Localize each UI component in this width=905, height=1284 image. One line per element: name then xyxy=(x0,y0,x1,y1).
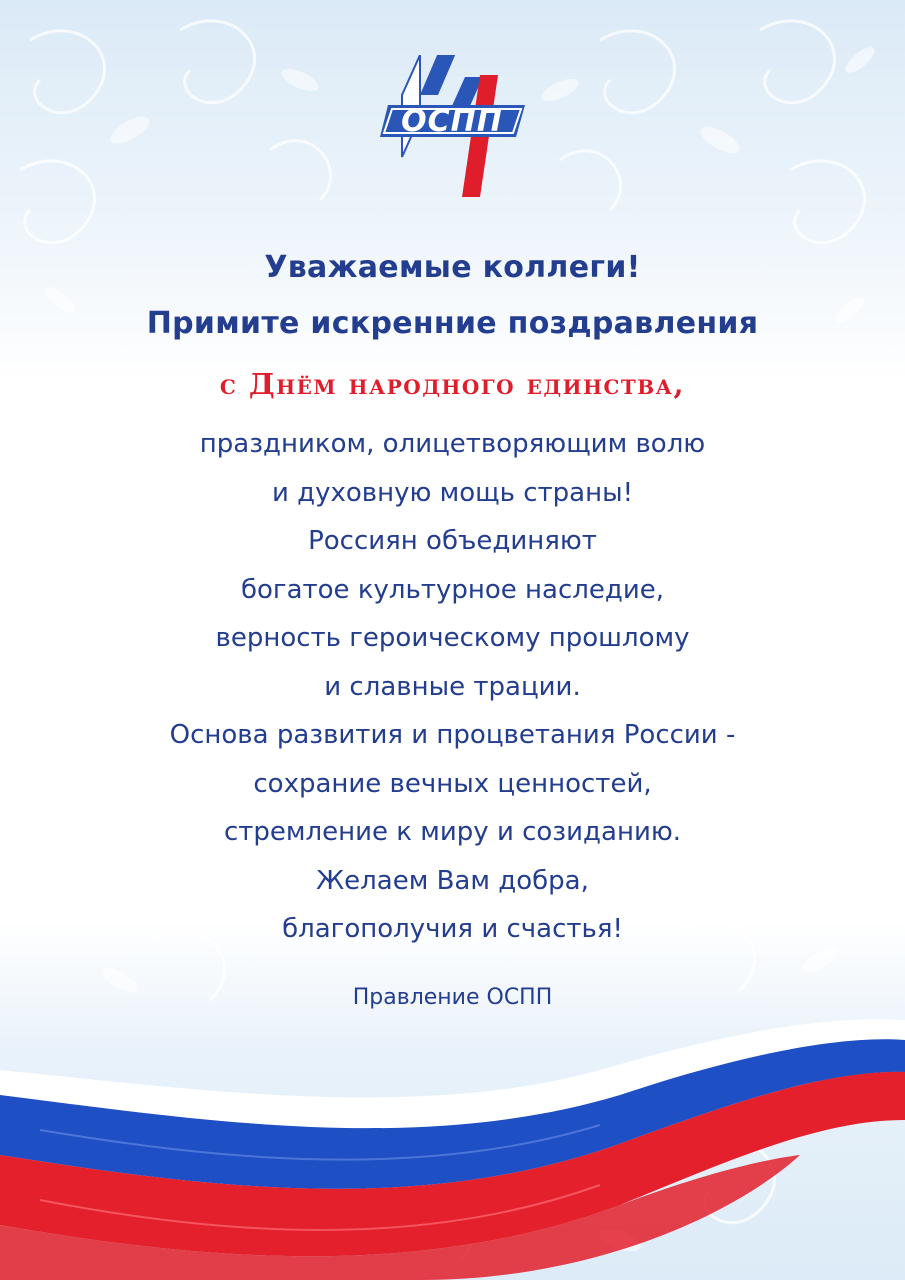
greeting-block xyxy=(0,240,905,954)
message-line: Россиян объединяют xyxy=(308,526,597,556)
message-line: и духовную мощь страны! xyxy=(271,477,634,508)
russian-flag-ribbon xyxy=(0,1010,905,1280)
message-line: стремление к миру и созиданию. xyxy=(223,817,681,847)
message-line: Основа развития и процветания России - xyxy=(169,720,736,750)
greeting-line-2: Примите искренние поздравления xyxy=(146,306,759,341)
logo-text: ОСПП xyxy=(401,104,503,139)
message-line: благополучия и счастья! xyxy=(282,914,623,944)
message-line: Желаем Вам добра, xyxy=(316,865,589,896)
signature: Правление ОСПП xyxy=(352,985,553,1010)
message-line: верность героическому прошлому xyxy=(215,623,690,653)
message-line: богатое культурное наследие, xyxy=(240,574,665,605)
ospp-logo xyxy=(380,55,530,200)
message-body xyxy=(0,420,905,954)
message-line: праздником, олицетворяющим волю xyxy=(199,429,706,459)
holiday-title: с Днём народного единства, xyxy=(219,367,686,401)
greeting-line-1: Уважаемые коллеги! xyxy=(264,250,641,285)
message-line: и славные трации. xyxy=(324,671,581,702)
message-line: сохрание вечных ценностей, xyxy=(253,768,652,799)
